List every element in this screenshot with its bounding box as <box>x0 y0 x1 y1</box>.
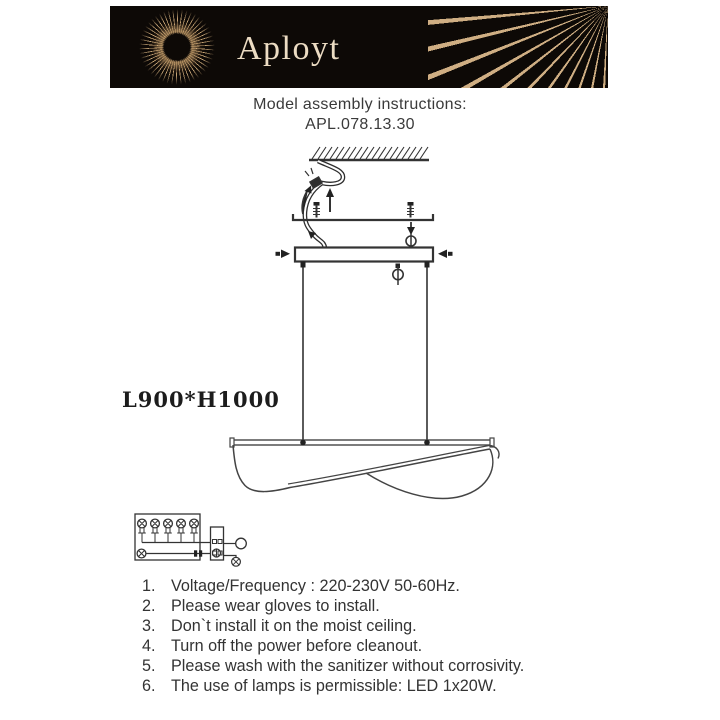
suspension-cables <box>303 268 427 441</box>
instruction-text: Please wear gloves to install. <box>171 597 380 615</box>
cable-gland-right <box>425 262 430 268</box>
instruction-number: 6. <box>142 677 156 695</box>
instructions-list <box>142 576 524 696</box>
canopy-screw-top <box>406 222 416 250</box>
page-title: Model assembly instructions: <box>253 96 467 113</box>
instruction-text: The use of lamps is permissible: LED 1x20W. <box>171 677 497 695</box>
instruction-item <box>142 576 524 596</box>
canopy <box>276 248 453 268</box>
shade <box>230 438 499 499</box>
side-arrow-right <box>438 250 447 259</box>
instruction-text: Please wash with the sanitizer without corrosivity. <box>171 657 525 675</box>
bracket-screw-right <box>407 202 414 218</box>
model-number: APL.078.13.30 <box>305 116 415 133</box>
bracket-screw-left <box>313 202 320 218</box>
instruction-item <box>142 656 524 676</box>
ceiling <box>309 147 429 160</box>
instruction-number: 2. <box>142 597 156 615</box>
brand-name: Aployt <box>237 30 341 67</box>
instruction-item <box>142 676 524 696</box>
cable-gland-left <box>301 262 306 268</box>
instruction-text: Voltage/Frequency : 220-230V 50-60Hz. <box>171 577 460 595</box>
instruction-number: 1. <box>142 577 156 595</box>
instruction-number: 4. <box>142 637 156 655</box>
instruction-text: Don`t install it on the moist ceiling. <box>171 617 417 635</box>
instruction-item <box>142 596 524 616</box>
instruction-number: 3. <box>142 617 156 635</box>
instruction-item <box>142 616 524 636</box>
instruction-item <box>142 636 524 656</box>
dimension-label: L900*H1000 <box>122 387 280 412</box>
canopy-screw-bottom <box>393 264 403 286</box>
instruction-number: 5. <box>142 657 156 675</box>
wiring-diagram <box>135 514 246 566</box>
instruction-text: Turn off the power before cleanout. <box>171 637 423 655</box>
side-arrow-left <box>281 250 290 259</box>
